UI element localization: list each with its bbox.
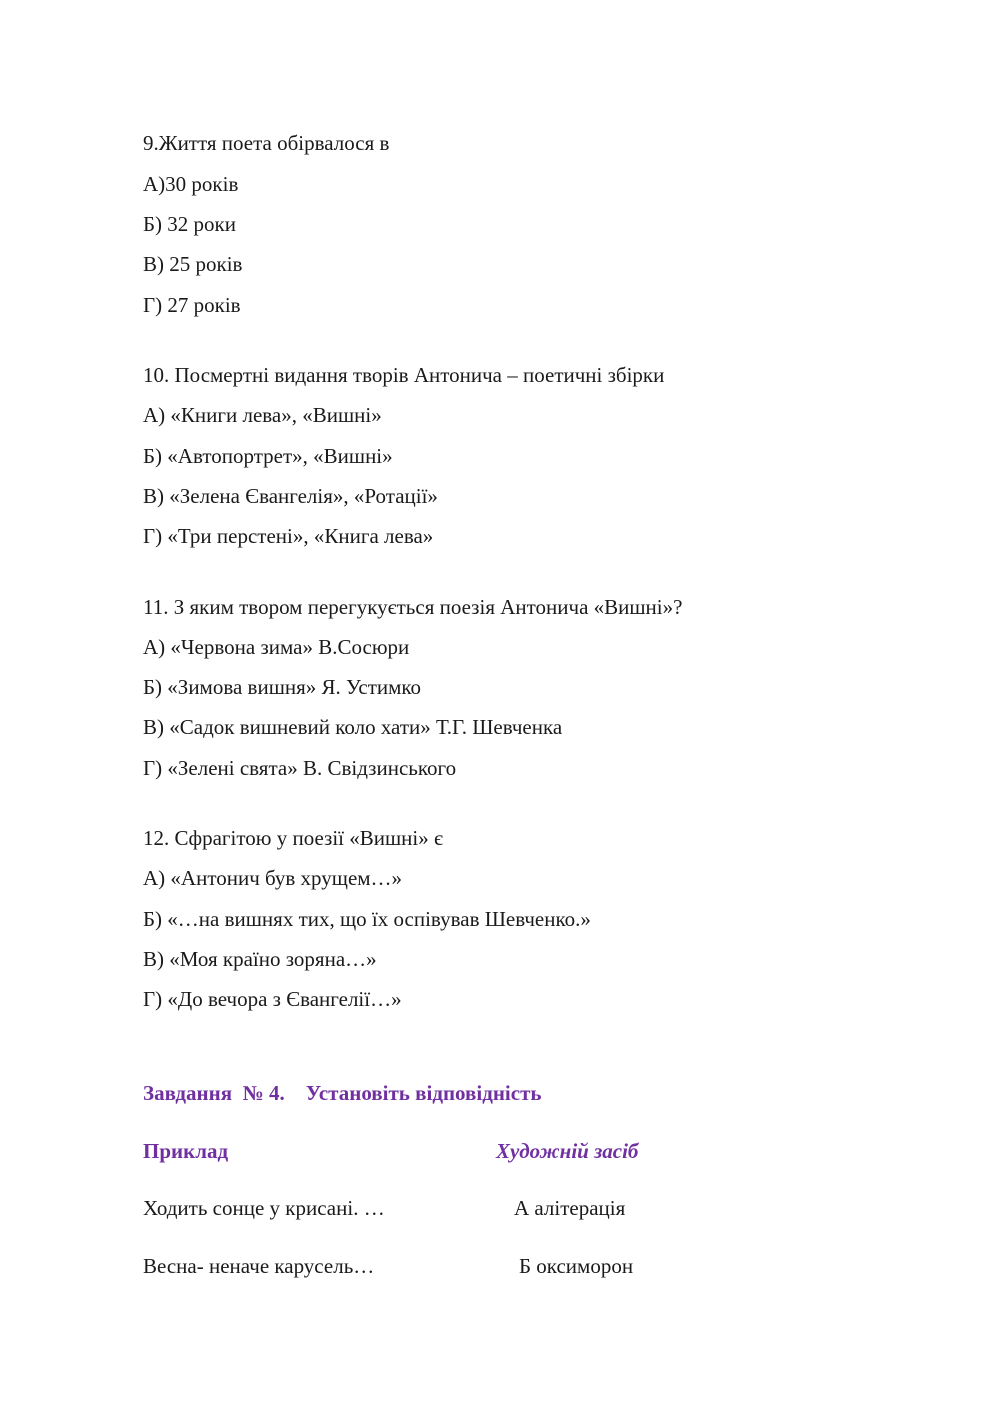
question-10-text: 10. Посмертні видання творів Антонича – поетичні збірки bbox=[143, 363, 665, 387]
question-12-option-c: В) «Моя країно зоряна…» bbox=[143, 947, 377, 971]
question-11-option-a: А) «Червона зима» В.Сосюри bbox=[143, 635, 410, 659]
question-12-option-a: А) «Антонич був хрущем…» bbox=[143, 866, 403, 890]
question-11-option-b: Б) «Зимова вишня» Я. Устимко bbox=[143, 675, 422, 699]
question-9-option-d: Г) 27 років bbox=[143, 293, 241, 317]
task4-example-1: Ходить сонце у крисані. … bbox=[143, 1196, 385, 1220]
question-9-option-c: В) 25 років bbox=[143, 252, 243, 276]
task4-title: Завдання № 4. Установіть відповідність bbox=[143, 1081, 542, 1105]
task4-col2-header: Художній засіб bbox=[496, 1139, 639, 1163]
question-10-option-c: В) «Зелена Євангелія», «Ротації» bbox=[143, 484, 438, 508]
task4-example-2: Весна- неначе карусель… bbox=[143, 1254, 375, 1278]
question-10-option-b: Б) «Автопортрет», «Вишні» bbox=[143, 444, 393, 468]
task4-col1-header: Приклад bbox=[143, 1139, 229, 1163]
question-9-option-a: А)30 років bbox=[143, 172, 239, 196]
question-12-text: 12. Сфрагітою у поезії «Вишні» є bbox=[143, 826, 444, 850]
question-9-option-b: Б) 32 роки bbox=[143, 212, 236, 236]
question-11-text: 11. З яким твором перегукується поезія Антонича «Вишні»? bbox=[143, 595, 683, 619]
question-11-option-c: В) «Садок вишневий коло хати» Т.Г. Шевченка bbox=[143, 715, 563, 739]
question-10-option-d: Г) «Три перстені», «Книга лева» bbox=[143, 524, 434, 548]
task4-device-2: Б оксиморон bbox=[519, 1254, 634, 1278]
question-12-option-d: Г) «До вечора з Євангелії…» bbox=[143, 987, 402, 1011]
question-12-option-b: Б) «…на вишнях тих, що їх оспівував Шевченко.» bbox=[143, 907, 591, 931]
question-11-option-d: Г) «Зелені свята» В. Свідзинського bbox=[143, 756, 457, 780]
task4-device-1: А алітерація bbox=[514, 1196, 626, 1220]
question-10-option-a: А) «Книги лева», «Вишні» bbox=[143, 403, 382, 427]
question-9-text: 9.Життя поета обірвалося в bbox=[143, 131, 390, 155]
